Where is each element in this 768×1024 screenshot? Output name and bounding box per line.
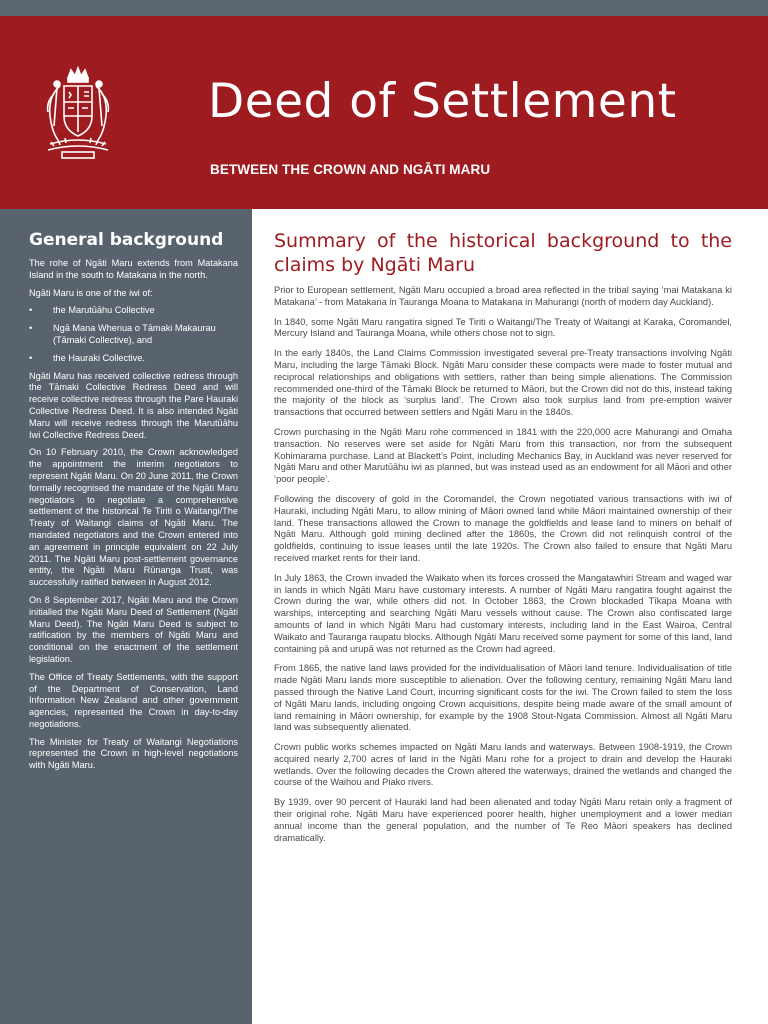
sidebar-heading: General background bbox=[29, 230, 224, 250]
top-bar bbox=[0, 0, 768, 16]
page-subtitle: BETWEEN THE CROWN AND NGĀTI MARU bbox=[210, 162, 491, 177]
page-title: Deed of Settlement bbox=[208, 74, 677, 129]
list-item: • the Hauraki Collective. bbox=[29, 353, 238, 365]
sidebar-paragraph: The Minister for Treaty of Waitangi Negotiations represented the Crown in high-level negotiations with Ngāti Maru. bbox=[29, 736, 238, 771]
sidebar-paragraph: The rohe of Ngāti Maru extends from Matakana Island in the south to Matakana in the north. bbox=[29, 258, 238, 280]
sidebar-paragraph: Ngāti Maru has received collective redress through the Tāmaki Collective Redress Deed and will receive collective redress through the Pare Hauraki Collective Redress Deed. It is also intended Ngāti Maru will receive redress through the Marutūāhu Iwi Collective Redress Deed. bbox=[29, 370, 238, 440]
header-banner bbox=[0, 16, 768, 209]
sidebar-content bbox=[29, 230, 238, 778]
list-item: • the Marutūāhu Collective bbox=[29, 305, 238, 317]
body-paragraph: Following the discovery of gold in the Coromandel, the Crown negotiated various transactions with iwi of Hauraki, including Ngāti Maru, to allow mining of Māori owned land while Māori maintained ownership of their land. These transactions allowed the Crown to manage the goldfields and lease land to miners on behalf of Ngāti Maru. Although gold mining declined after the 1860s, the Crown did not relinquish control of the goldfields, continuing to issue leases until the late 1920s. The Crown also failed to ensure that Ngāti Maru received market rents for their land. bbox=[274, 493, 732, 563]
body-paragraph: In July 1863, the Crown invaded the Waikato when its forces crossed the Mangatawhiri Stream and waged war in lands in which Ngāti Maru have customary interests. A number of Ngāti Maru rangatira fought against the Crown during the war, while others did not. In October 1863, the Crown blockaded Tīkapa Moana with warships, intercepting and searching Ngāti Maru vessels without cause. The Crown also confiscated large amounts of land in which Ngāti Maru had customary interests, including land in the East Wairoa, Central Waikato and Tauranga raupatu blocks. Although Ngāti Maru received some payment for some of this land, land containing pā and urupā was not returned as the Crown had agreed. bbox=[274, 572, 732, 654]
nz-coat-of-arms-icon bbox=[40, 66, 116, 166]
sidebar bbox=[0, 209, 252, 1024]
main-content bbox=[274, 229, 732, 852]
body-paragraph: By 1939, over 90 percent of Hauraki land had been alienated and today Ngāti Maru retain only a fragment of their original rohe. Ngāti Maru have experienced poorer health, higher unemployment and a lower median annual income than the general population, and the number of Te Reo Māori speakers has declined dramatically. bbox=[274, 797, 732, 843]
body-paragraph: Prior to European settlement, Ngāti Maru occupied a broad area reflected in the tribal saying ‘mai Matakana ki Matakana’ - from Matakana in Tauranga Moana to Matakana in Mahurangi (north of modern day Auckland). bbox=[274, 285, 732, 307]
list-item: • Ngā Mana Whenua o Tāmaki Makaurau (Tāmaki Collective), and bbox=[29, 323, 238, 347]
body-paragraph: From 1865, the native land laws provided for the individualisation of Māori land tenure. Individualisation of title made Ngāti Maru lands more susceptible to alienation. Over the following century, remaining Ngāti Maru land passed through the Native Land Court, incurring significant costs for the iwi. The Crown failed to stem the loss of Ngāti Maru lands, including ongoing Crown acquisitions, despite being made aware of the small amount of land remaining in Māori ownership, for example by the 1908 Stout-Ngata Commission. Almost all Ngāti Maru land was subsequently alienated. bbox=[274, 663, 732, 733]
iwi-list bbox=[29, 305, 238, 364]
body-paragraph: In the early 1840s, the Land Claims Commission investigated several pre-Treaty transactions involving Ngāti Maru, including the large Tāmaki Block. Ngāti Maru consider these compacts were made to foster mutual and reciprocal relationships and obligations with settlers, rather than being simple alienations. The Commission recommended one-third of the Tāmaki Block be returned to Māori, but the Crown did not do this, instead taking the majority of the block as ‘surplus land’. The Crown also took surplus land from pre-emption waiver transactions that occurred between settlers and Ngāti Maru in the 1840s. bbox=[274, 348, 732, 418]
body-paragraph: In 1840, some Ngāti Maru rangatira signed Te Tiriti o Waitangi/The Treaty of Waitangi at Karaka, Coromandel, Mercury Island and Tauranga Moana, while others chose not to sign. bbox=[274, 316, 732, 339]
body-paragraph: Crown purchasing in the Ngāti Maru rohe commenced in 1841 with the 220,000 acre Mahurangi and Omaha transaction. No reserves were set aside for Ngāti Maru from this transaction, nor from the subsequent Kohimarama purchase. Land at Blackett’s Point, including Mechanics Bay, in Auckland was never reserved for Ngāti Maru and other Marutūāhu iwi as planned, but was instead used as an endowment for all Māori and other ‘poor people’. bbox=[274, 426, 732, 485]
sidebar-paragraph: Ngāti Maru is one of the iwi of: bbox=[29, 287, 153, 298]
body-paragraph: Crown public works schemes impacted on Ngāti Maru lands and waterways. Between 1908-1919, the Crown acquired nearly 2,700 acres of land in the Ngāti Maru rohe for a project to drain and develop the Hauraki wetlands. Over the following decades the Crown altered the waterways, drained the wetlands and changed the course of the Waihou and Piako rivers. bbox=[274, 742, 732, 788]
sidebar-paragraph: The Office of Treaty Settlements, with the support of the Department of Conservation, Land Information New Zealand and other government agencies, represented the Crown in day-to-day negotiations. bbox=[29, 671, 238, 729]
main-heading: Summary of the historical background to the claims by Ngāti Maru bbox=[274, 230, 732, 276]
sidebar-paragraph: On 10 February 2010, the Crown acknowledged the appointment the interim negotiators to represent Ngāti Maru. On 20 June 2011, the Crown formally recognised the mandate of the Ngāti Maru negotiators to negotiate a comprehensive settlement of the historical Te Tiriti o Waitangi/The Treaty of Waitangi claims of Ngāti Maru. The mandated negotiators and the Crown entered into an agreement in principle equivalent on 22 July 2011. The Ngāti Maru post-settlement governance entity, the Ngāti Maru Rūnanga Trust, was successfully ratified between in August 2012. bbox=[29, 447, 238, 588]
sidebar-paragraph: On 8 September 2017, Ngāti Maru and the Crown initialled the Ngāti Maru Deed of Settlement (Ngāti Maru Deed). The Ngāti Maru Deed is subject to ratification by the members of Ngāti Maru and conditional on the enactment of the settlement legislation. bbox=[29, 594, 238, 664]
